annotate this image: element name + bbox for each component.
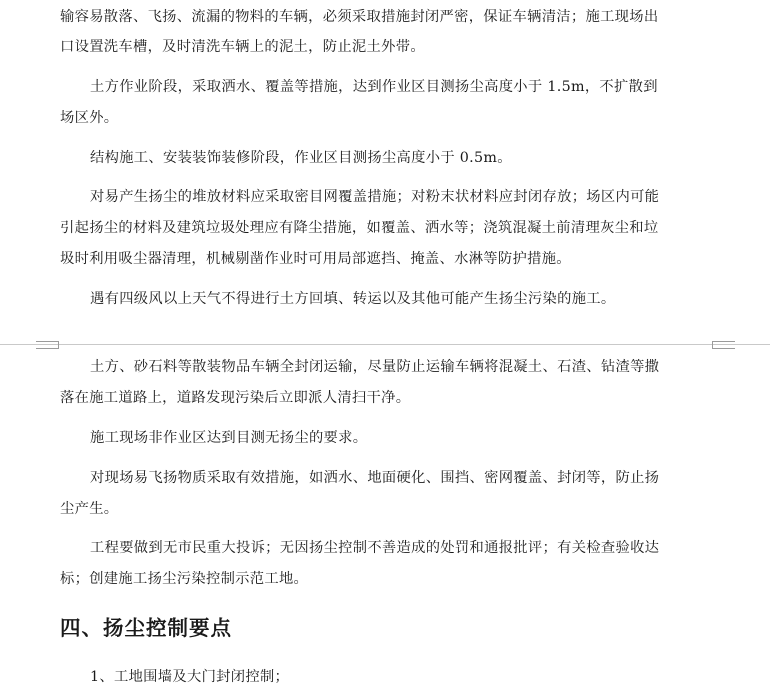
body-text-line: 施工现场非作业区达到目测无扬尘的要求。	[90, 430, 368, 446]
margin-corner-marker	[36, 341, 59, 349]
body-text-line: 落在施工道路上，道路发现污染后立即派人清扫干净。	[60, 390, 411, 406]
body-text-line: 遇有四级风以上天气不得进行土方回填、转运以及其他可能产生扬尘污染的施工。	[90, 291, 616, 307]
section-heading: 四、扬尘控制要点	[60, 616, 232, 640]
body-text-line: 对易产生扬尘的堆放材料应采取密目网覆盖措施；对粉末状材料应封闭存放；场区内可能	[90, 189, 660, 205]
body-text-line: 土方、砂石料等散装物品车辆全封闭运输，尽量防止运输车辆将混凝土、石渣、钻渣等撒	[90, 359, 660, 375]
body-text-line: 土方作业阶段，采取洒水、覆盖等措施，达到作业区目测扬尘高度小于 1.5m，不扩散到	[90, 79, 658, 95]
body-text-line: 尘产生。	[60, 501, 119, 517]
body-text-line: 输容易散落、飞扬、流漏的物料的车辆，必须采取措施封闭严密，保证车辆清洁；施工现场出	[60, 9, 659, 25]
body-text-line: 口设置洗车槽，及时清洗车辆上的泥土，防止泥土外带。	[60, 39, 425, 55]
list-item: 1、工地围墙及大门封闭控制；	[90, 669, 290, 685]
body-text-line: 场区外。	[60, 110, 119, 126]
body-text-line: 对现场易飞扬物质采取有效措施，如洒水、地面硬化、围挡、密网覆盖、封闭等，防止扬	[90, 470, 660, 486]
body-text-line: 圾时利用吸尘器清理，机械剔凿作业时可用局部遮挡、掩盖、水淋等防护措施。	[60, 251, 571, 267]
body-text-line: 引起扬尘的材料及建筑垃圾处理应有降尘措施，如覆盖、洒水等；浇筑混凝土前清理灰尘和垃	[60, 220, 659, 236]
body-text-line: 工程要做到无市民重大投诉；无因扬尘控制不善造成的处罚和通报批评；有关检查验收达	[90, 540, 660, 556]
body-text-line: 标；创建施工扬尘污染控制示范工地。	[60, 571, 309, 587]
page-break-divider	[0, 344, 770, 345]
body-text-line: 结构施工、安装装饰装修阶段，作业区目测扬尘高度小于 0.5m。	[90, 150, 512, 166]
margin-corner-marker	[712, 341, 735, 349]
